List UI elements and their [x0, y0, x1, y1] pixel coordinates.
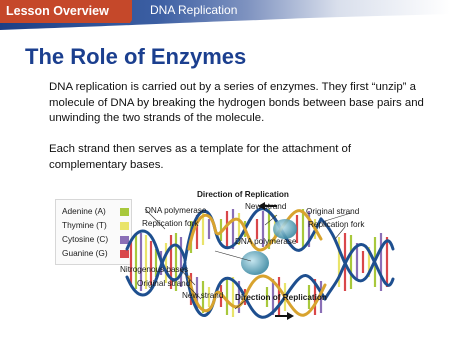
header-bar	[0, 0, 450, 30]
lesson-overview-label: Lesson Overview	[6, 4, 109, 18]
dna-replication-figure	[55, 189, 395, 337]
dna-polymerase-top-blob	[273, 219, 297, 239]
replication-fork-label-left: Replication fork	[142, 219, 199, 228]
original-strand-label-bottom: Original strand	[137, 279, 191, 288]
dna-polymerase-label-top: DNA polymerase	[145, 206, 207, 215]
legend-label: Guanine (G)	[62, 248, 108, 258]
dna-polymerase-center-blob	[241, 251, 269, 275]
dna-polymerase-label-center: DNA polymerase	[235, 237, 297, 246]
new-strand-label-bottom: New strand	[182, 291, 224, 300]
legend-item-adenine	[62, 206, 134, 218]
replication-fork-label-right: Replication fork	[308, 220, 365, 229]
direction-arrow-bottom	[275, 312, 294, 320]
legend-label: Cytosine (C)	[62, 234, 109, 244]
topic-label: DNA Replication	[150, 3, 238, 17]
new-strand-label-top: New strand	[245, 202, 287, 211]
original-strand-right-b	[325, 244, 393, 299]
paragraph-1: DNA replication is carried out by a series of enzymes. They first “unzip” a molecule of DNA by breaking the hydrogen bonds between base pairs and unwinding the two strands of the molecule.	[49, 81, 424, 125]
nitrogenous-bases-label: Nitrogenous bases	[120, 265, 189, 274]
legend-item-thymine	[62, 220, 134, 232]
original-strand-label-top: Original strand	[306, 207, 360, 216]
legend-label: Adenine (A)	[62, 206, 106, 216]
direction-of-replication-top: Direction of Replication	[197, 190, 289, 199]
legend-label: Thymine (T)	[62, 220, 107, 230]
base-legend	[55, 199, 132, 265]
paragraph-2: Each strand then serves as a template for the attachment of complementary bases.	[49, 143, 352, 171]
legend-item-guanine	[62, 248, 134, 260]
direction-of-replication-bottom: Direction of Replication	[235, 293, 327, 302]
slide-title: The Role of Enzymes	[25, 44, 247, 69]
legend-item-cytosine	[62, 234, 134, 246]
